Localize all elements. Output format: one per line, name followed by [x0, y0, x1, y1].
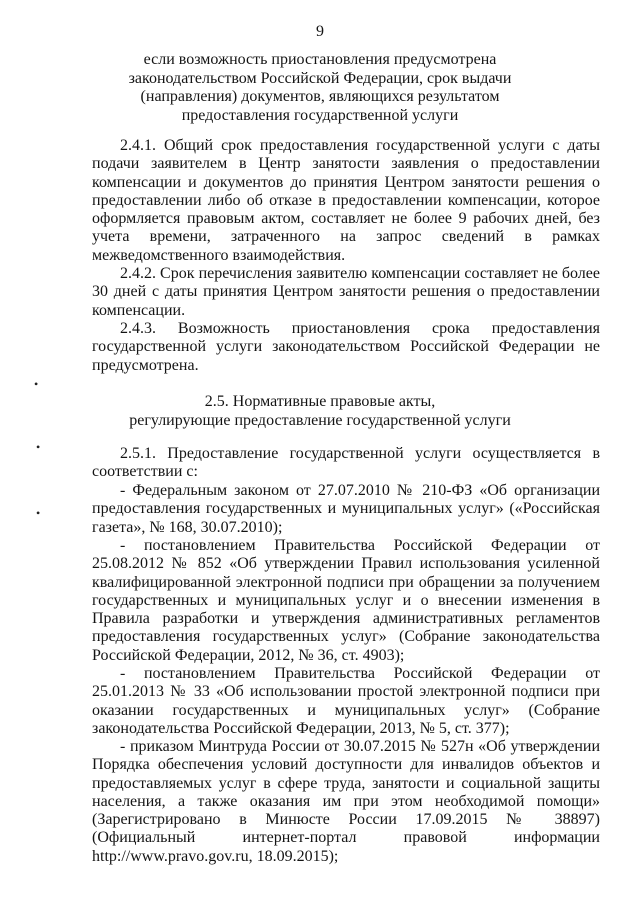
heading-line: законодательством Российской Федерации, срок выдачи: [128, 69, 512, 87]
margin-mark: •: [36, 506, 41, 520]
heading-line: регулирующие предоставление государственной услуги: [129, 411, 511, 429]
list-item-federal-law: - Федеральным законом от 27.07.2010 № 210-ФЗ «Об организации предоставления государственных и муниципальных услуг» («Российская газета», № 168, 30.07.2010);: [92, 482, 600, 536]
list-item-order-527n: - приказом Минтруда России от 30.07.2015 № 527н «Об утверждении Порядка обеспечения условий доступности для инвалидов объектов и предоставляемых услуг в сфере труда, занятости и социальной защиты населения, а также оказания им при этом необходимой помощи» (Зарегистрировано в Минюсте России 17.09.2015 № 38897) (Официальный интернет-портал правовой информации http://www.pravo.gov.ru, 18.09.2015);: [92, 738, 600, 865]
list-item-decree-33: - постановлением Правительства Российской Федерации от 25.01.2013 № 33 «Об использовании простой электронной подписи при оказании государственных и муниципальных услуг» (Собрание законодательства Российской Федерации, 2013, № 5, ст. 377);: [92, 665, 600, 737]
paragraph-2-4-3: 2.4.3. Возможность приостановления срока предоставления государственной услуги законодательством Российской Федерации не предусмотрена.: [92, 320, 600, 374]
margin-mark: •: [34, 377, 39, 391]
margin-mark: •: [36, 440, 41, 454]
paragraph-2-5-1: 2.5.1. Предоставление государственной услуги осуществляется в соответствии с:: [92, 445, 600, 481]
paragraph-2-4-2: 2.4.2. Срок перечисления заявителю компенсации составляет не более 30 дней с даты принятия Центром занятости решения о предоставлении компенсации.: [92, 265, 600, 319]
list-item-decree-852: - постановлением Правительства Российской Федерации от 25.08.2012 № 852 «Об утверждении Правил использования усиленной квалифицированной электронной подписи при обращении за получением государственных и муниципальных услуг и о внесении изменения в Правила разработки и утверждения административных регламентов предоставления государственных услуг» (Собрание законодательства Российской Федерации, 2012, № 36, ст. 4903);: [92, 537, 600, 664]
heading-line: 2.5. Нормативные правовые акты,: [204, 393, 436, 410]
section-heading-intro: [0, 51, 640, 125]
heading-line: (направления) документов, являющихся результатом: [140, 88, 500, 105]
heading-line: если возможность приостановления предусмотрена: [143, 51, 497, 68]
heading-line: предоставления государственной услуги: [181, 106, 459, 124]
page-number: 9: [316, 23, 324, 40]
section-heading-2-5: [0, 393, 640, 430]
paragraph-2-4-1: 2.4.1. Общий срок предоставления государственной услуги с даты подачи заявителем в Центр занятости заявления о предоставлении компенсации и документов до принятия Центром занятости решения о предоставлении либо об отказе в предоставлении компенсации, которое оформляется правовым актом, составляет не более 9 рабочих дней, без учета времени, затраченного на запрос сведений в рамках межведомственного взаимодействия.: [92, 137, 600, 264]
